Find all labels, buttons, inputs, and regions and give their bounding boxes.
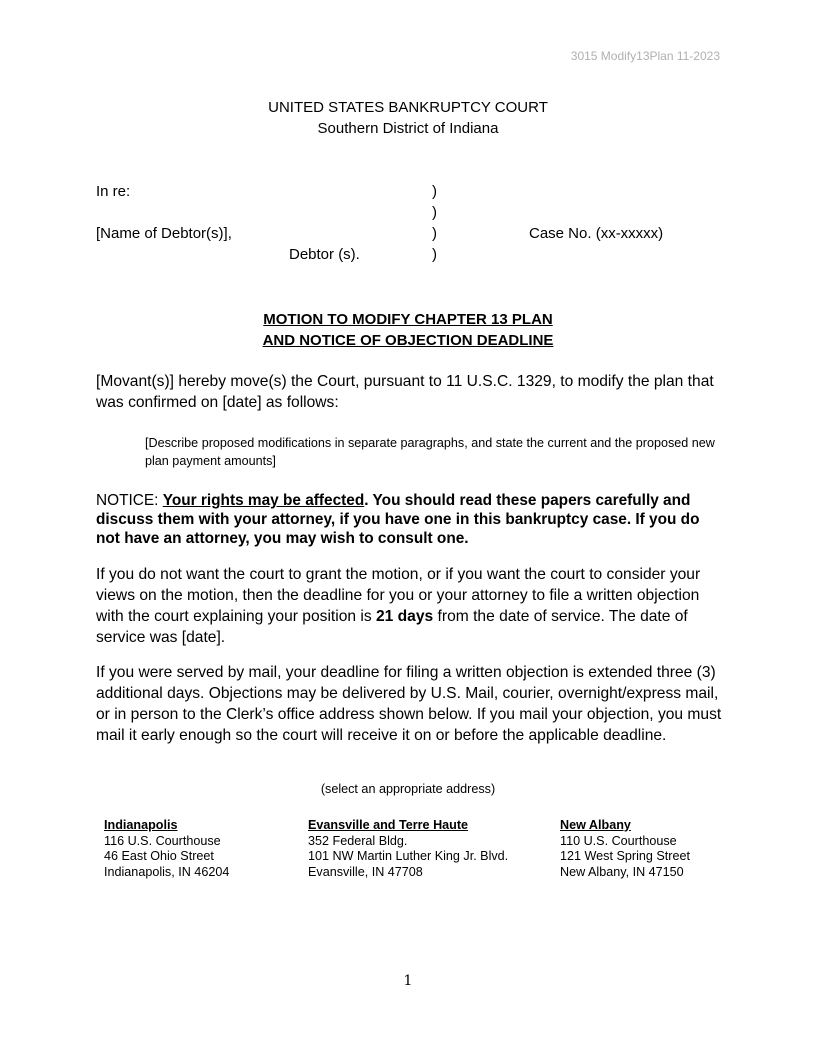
title-line-1: MOTION TO MODIFY CHAPTER 13 PLAN <box>263 311 553 328</box>
case-number: Case No. (xx-xxxxx) <box>529 225 664 242</box>
deadline-days: 21 days <box>375 608 434 625</box>
court-name: UNITED STATES BANKRUPTCY COURT <box>268 99 548 116</box>
debtor-name: [Name of Debtor(s)], <box>96 225 232 242</box>
notice-label: NOTICE: <box>96 492 163 509</box>
deadline-paragraph <box>96 564 722 648</box>
deadline-text: If you do not want the court to grant the motion, or if you want the court to consider your views on the motion, then the deadline for you or your attorney to file a written objection with the court explaining your position is <box>96 566 701 625</box>
select-address-note: (select an appropriate address) <box>320 782 496 796</box>
address-city: Indianapolis <box>104 818 178 832</box>
caption-paren: ) <box>432 204 437 221</box>
in-re-label: In re: <box>96 183 131 200</box>
title-line-2: AND NOTICE OF OBJECTION DEADLINE <box>262 332 554 349</box>
notice-paragraph <box>96 491 726 548</box>
document-title <box>0 309 816 351</box>
address-city: Evansville and Terre Haute <box>308 818 469 832</box>
address-line: 101 NW Martin Luther King Jr. Blvd. <box>308 849 509 863</box>
address-line: New Albany, IN 47150 <box>560 864 684 879</box>
intro-paragraph: [Movant(s)] hereby move(s) the Court, pursuant to 11 U.S.C. 1329, to modify the plan that was confirmed on [date] as follows: <box>96 373 714 411</box>
address-city: New Albany <box>560 818 631 832</box>
address-line: 116 U.S. Courthouse <box>104 833 221 848</box>
caption-paren: ) <box>432 246 437 263</box>
notice-rights-affected: Your rights may be affected <box>162 492 365 509</box>
modifications-placeholder: [Describe proposed modifications in separate paragraphs, and state the current and the proposed new plan payment amounts] <box>145 436 715 468</box>
caption-paren: ) <box>432 225 437 242</box>
address-line: 110 U.S. Courthouse <box>560 833 677 848</box>
court-header <box>0 97 816 139</box>
address-line: Indianapolis, IN 46204 <box>104 864 230 879</box>
notice-bold-text: . You should read these papers carefully and discuss them with your attorney, if you have one in this bankruptcy case. If you do not have an attorney, you may wish to consult one. <box>96 492 700 547</box>
debtor-label: Debtor (s). <box>289 246 360 263</box>
caption-paren: ) <box>432 183 437 200</box>
address-line: 46 East Ohio Street <box>104 849 214 863</box>
address-line: 121 West Spring Street <box>560 849 690 863</box>
court-district: Southern District of Indiana <box>317 120 499 137</box>
address-line: Evansville, IN 47708 <box>308 864 423 879</box>
address-line: 352 Federal Bldg. <box>308 833 408 848</box>
deadline-text-end: from the date of service. The date of service was [date]. <box>96 608 688 646</box>
address-evansville <box>308 818 508 880</box>
mail-paragraph: If you were served by mail, your deadline for filing a written objection is extended three (3) additional days. Objections may be delivered by U.S. Mail, courier, overnight/express mail, or in person to the Clerk’s office address shown below. If you mail your objection, you must mail it early enough so the court will receive it on or before the applicable deadline. <box>96 664 722 744</box>
form-id: 3015 Modify13Plan 11-2023 <box>570 49 720 63</box>
page-number: 1 <box>403 973 413 989</box>
address-indianapolis <box>104 818 229 880</box>
address-new-albany <box>560 818 690 880</box>
